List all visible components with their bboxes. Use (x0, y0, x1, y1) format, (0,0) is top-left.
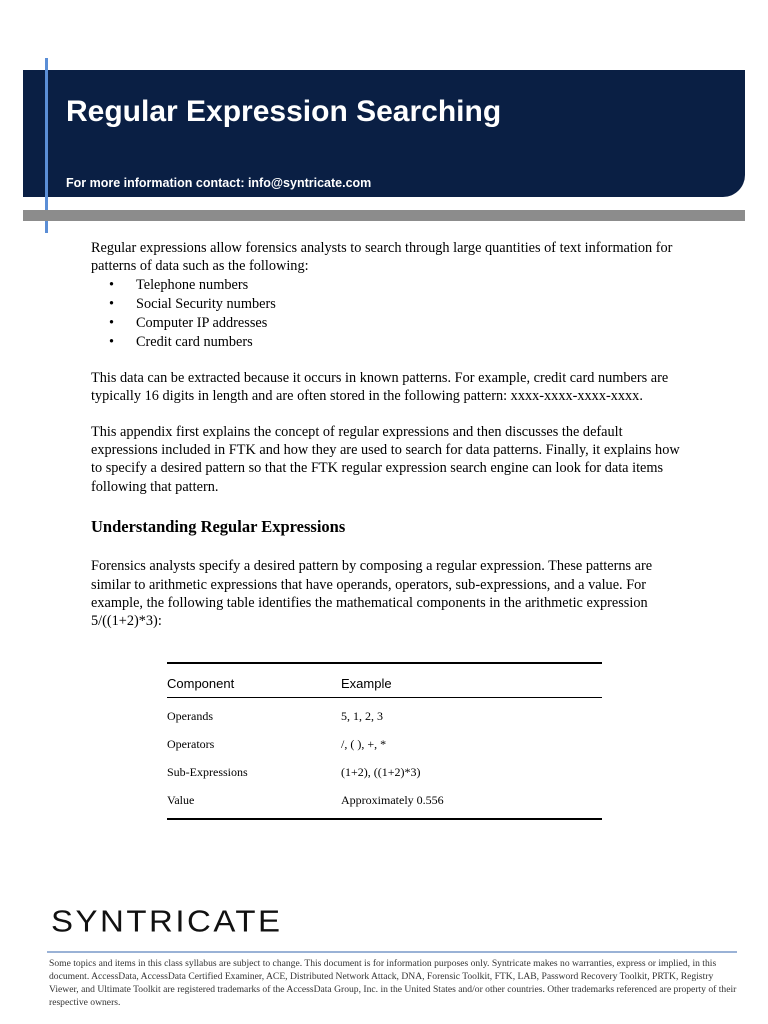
table-row (167, 698, 602, 731)
patterns-paragraph: This data can be extracted because it occurs in known patterns. For example, credit card numbers are typically 16 digits in length and are often stored in the following pattern: xxxx-xxxx-xxxx-xxxx. (91, 369, 669, 405)
table-cell: 5, 1, 2, 3 (341, 708, 383, 723)
header-divider-bar (23, 210, 745, 221)
table-cell: Operands (167, 708, 213, 723)
table-header-row (167, 663, 602, 698)
appendix-paragraph: This appendix first explains the concept of regular expressions and then discusses the default expressions included in FTK and how they are used to search for data patterns. Finally, it explains how to specify a desired pattern so that the FTK regular expression search engine can look for data items following that pattern. (91, 423, 680, 495)
table-cell: Value (167, 792, 195, 807)
list-item: • Telephone numbers (136, 276, 691, 295)
footer-divider (47, 951, 737, 953)
table-row (167, 786, 602, 819)
table-cell: Approximately 0.556 (341, 792, 444, 807)
syntricate-logo: SYNTRICATE (51, 904, 283, 939)
table-cell: Sub-Expressions (167, 764, 248, 779)
section-heading: Understanding Regular Expressions (91, 517, 346, 537)
list-item: • Computer IP addresses (136, 314, 691, 333)
intro-paragraph: Regular expressions allow forensics analysts to search through large quantities of text information for patterns of data such as the following: (91, 240, 673, 275)
contact-line: For more information contact: info@syntricate.com (66, 176, 372, 190)
accent-line (45, 58, 48, 233)
table-cell: /, ( ), +, * (341, 736, 387, 751)
list-item: • Social Security numbers (136, 295, 691, 314)
page-title: Regular Expression Searching (66, 95, 502, 128)
components-paragraph: Forensics analysts specify a desired pattern by composing a regular expression. These patterns are similar to arithmetic expressions that have operands, operators, sub-expressions, and a value. For example, the following table identifies the mathematical components in the arithmetic expression 5/((1+2)*3): (91, 558, 653, 630)
table-cell: (1+2), ((1+2)*3) (341, 764, 421, 779)
table-row (167, 758, 602, 786)
footer-disclaimer: Some topics and items in this class syllabus are subject to change. This document is for information purposes only. Syntricate makes no warranties, express or implied, in this document. AccessData, AccessData Certified Examiner, ACE, Distributed Network Attack, DNA, Forensic Toolkit, FTK, LAB, Password Recovery Toolkit, PRTK, Registry Viewer, and Ultimate Toolkit are registered trademarks of the AccessData Group, Inc. in the United States and/or other countries. Other trademarks referenced are property of their respective owners. (49, 958, 737, 1008)
body-content (91, 239, 691, 631)
components-table (167, 662, 602, 820)
column-header: Component (167, 663, 341, 698)
components-table-wrapper (167, 662, 602, 820)
table-row (167, 730, 602, 758)
pattern-list (91, 276, 691, 352)
column-header: Example (341, 663, 602, 698)
list-item: • Credit card numbers (136, 333, 691, 352)
table-cell: Operators (167, 736, 215, 751)
